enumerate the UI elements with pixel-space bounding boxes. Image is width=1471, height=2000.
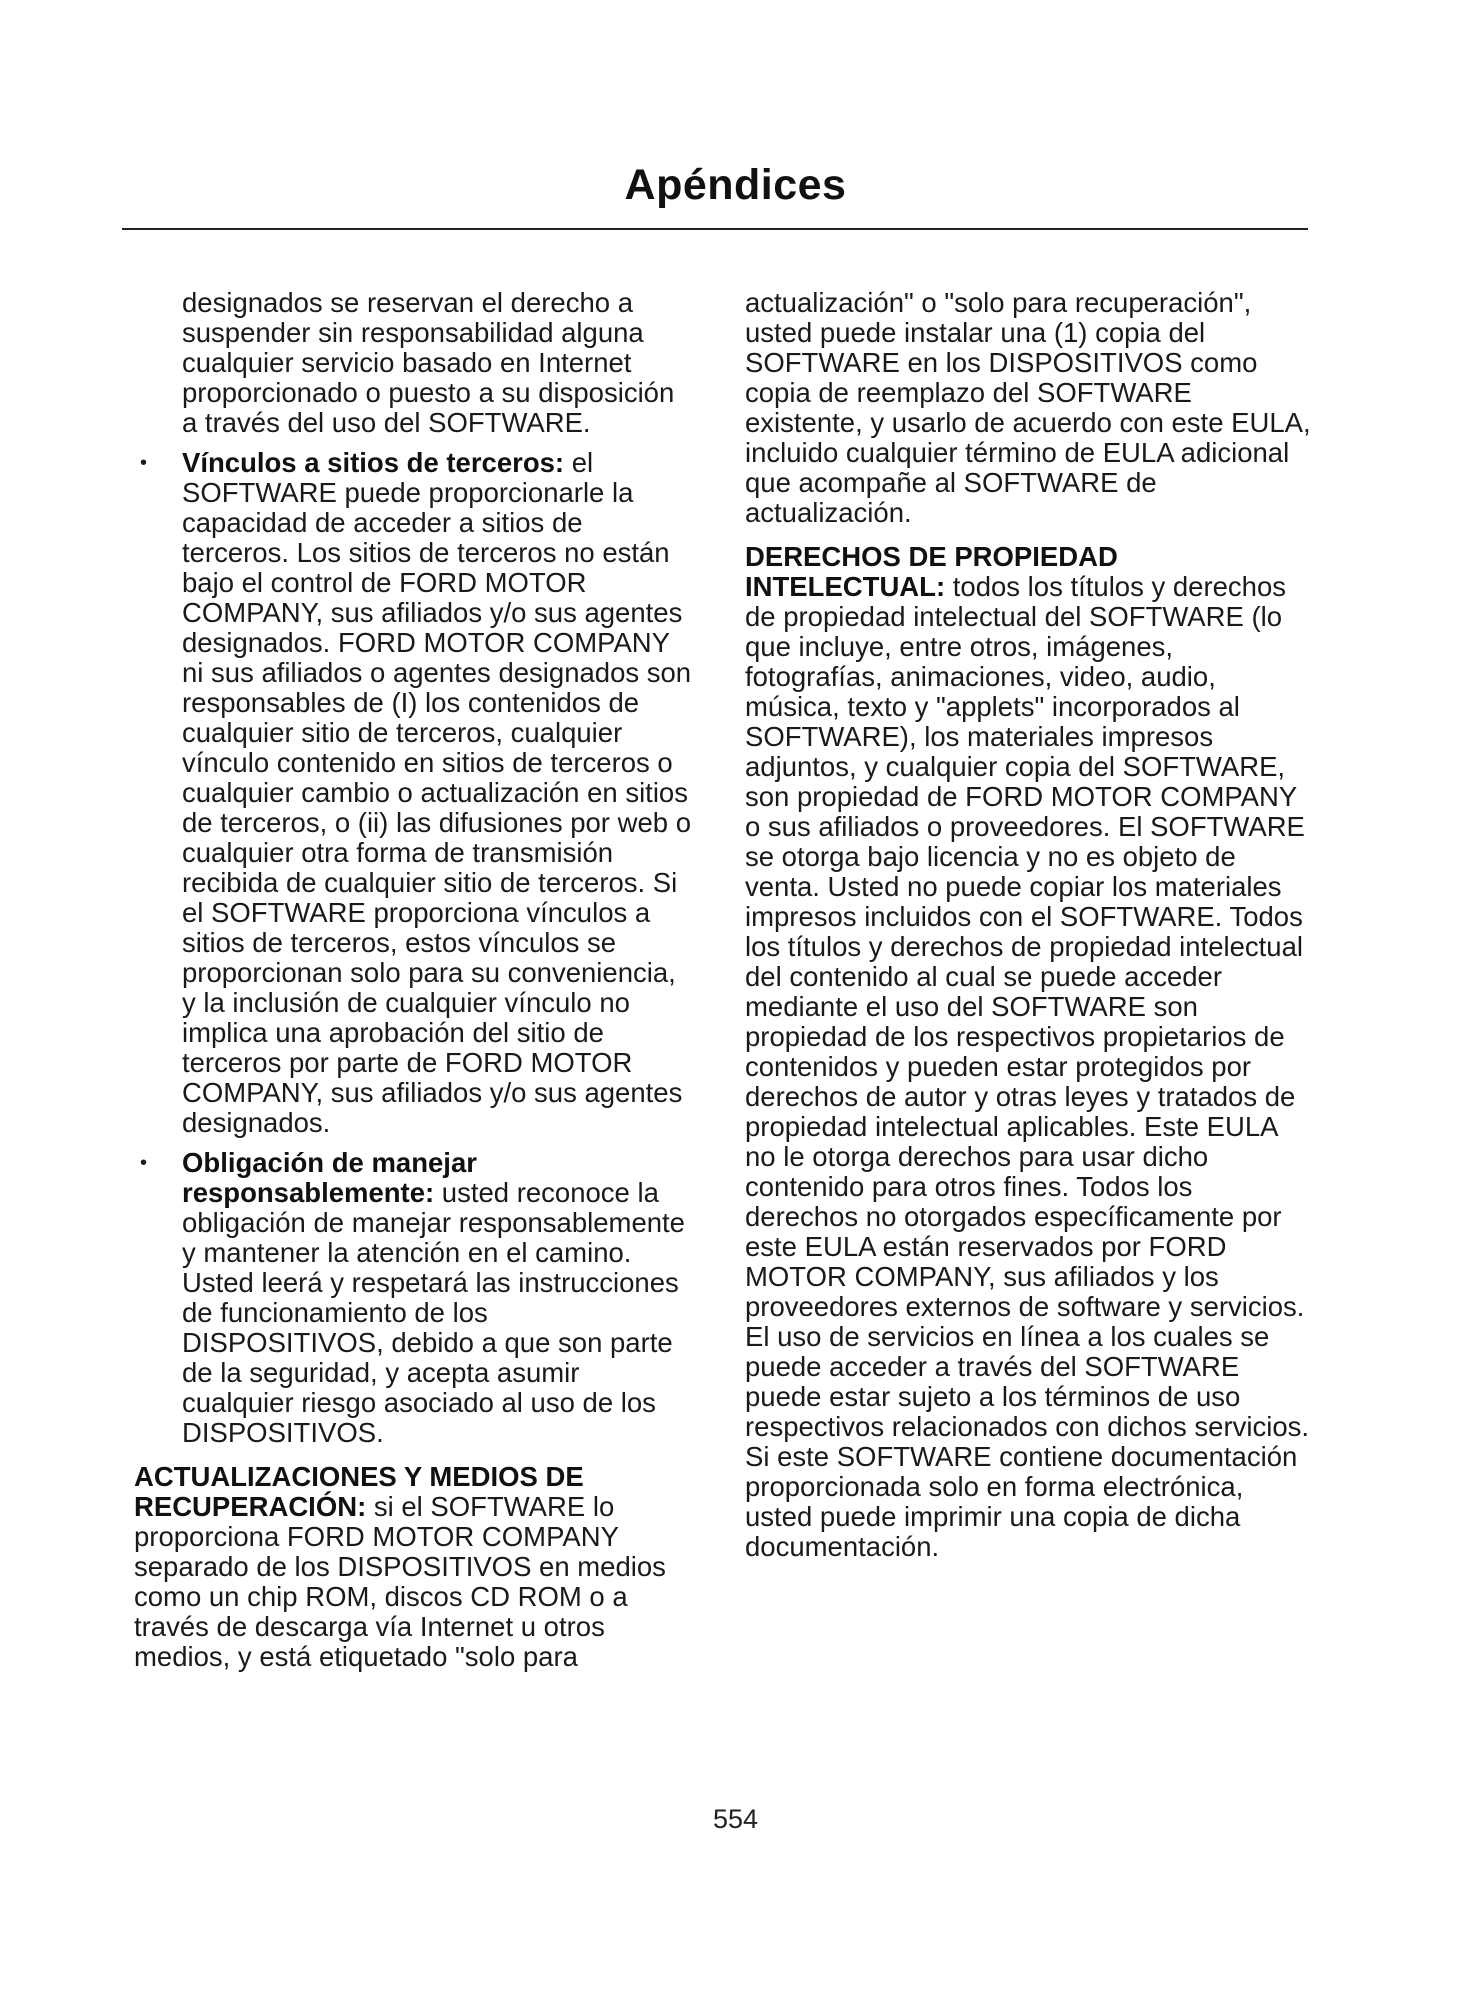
bullet-item-third-party-links [134,448,697,1138]
right-column [745,288,1311,1562]
section-intellectual-property [745,542,1311,1562]
section-updates-recovery [134,1462,697,1672]
continued-paragraph: designados se reservan el derecho a suspender sin responsabilidad alguna cualquier servicio basado en Internet proporcionado o puesto a su disposición a través del uso del SOFTWARE. [182,287,675,438]
bullet-heading: Obligación de manejar responsablemente: [182,1147,477,1208]
section-text: todos los títulos y derechos de propiedad intelectual del SOFTWARE (lo que incluye, entre otros, imágenes, fotografías, animaciones, video, audio, música, texto y "applets" incorporados al SOFTWARE), los materiales impresos adjuntos, y cualquier copia del SOFTWARE, son propiedad de FORD MOTOR COMPANY o sus afiliados o proveedores. El SOFTWARE se otorga bajo licencia y no es objeto de venta. Usted no puede copiar los materiales impresos incluidos con el SOFTWARE. Todos los títulos y derechos de propiedad intelectual del contenido al cual se puede acceder mediante el uso del SOFTWARE son propiedad de los respectivos propietarios de contenidos y pueden estar protegidos por derechos de autor y otras leyes y tratados de propiedad intelectual aplicables. Este EULA no le otorga derechos para usar dicho contenido para otros fines. Todos los derechos no otorgados específicamente por este EULA están reservados por FORD MOTOR COMPANY, sus afiliados y los proveedores externos de software y servicios. El uso de servicios en línea a los cuales se puede acceder a través del SOFTWARE puede estar sujeto a los términos de uso respectivos relacionados con dichos servicios. Si este SOFTWARE contiene documentación proporcionada solo en forma electrónica, usted puede imprimir una copia de dicha documentación. [745,571,1310,1562]
section-heading: ACTUALIZACIONES Y MEDIOS DE RECUPERACIÓN: [134,1461,584,1522]
page-number: 554 [712,1804,759,1834]
bullet-item-responsible-driving [134,1148,697,1448]
section-text: si el SOFTWARE lo proporciona FORD MOTOR COMPANY separado de los DISPOSITIVOS en medios como un chip ROM, discos CD ROM o a través de descarga vía Internet u otros medios, y está etiquetado "solo para [134,1491,666,1672]
continued-paragraph: actualización" o "solo para recuperación", usted puede instalar una (1) copia del SOFTWARE en los DISPOSITIVOS como copia de reemplazo del SOFTWARE existente, y usarlo de acuerdo con este EULA, incluido cualquier término de EULA adicional que acompañe al SOFTWARE de actualización. [745,287,1311,528]
bullet-icon: • [140,452,148,474]
section-heading: DERECHOS DE PROPIEDAD INTELECTUAL: [745,541,1118,602]
left-column [134,288,697,1672]
bullet-icon: • [140,1152,148,1174]
page-title: Apéndices [624,161,847,209]
bullet-text: usted reconoce la obligación de manejar responsablemente y mantener la atención en el camino. Usted leerá y respetará las instrucciones de funcionamiento de los DISPOSITIVOS, debido a que son parte de la seguridad, y acepta asumir cualquier riesgo asociado al uso de los DISPOSITIVOS. [182,1177,685,1448]
bullet-heading: Vínculos a sitios de terceros: [182,447,565,478]
title-divider [122,228,1308,230]
bullet-text: el SOFTWARE puede proporcionarle la capacidad de acceder a sitios de terceros. Los sitios de terceros no están bajo el control de FORD MOTOR COMPANY, sus afiliados y/o sus agentes designados. FORD MOTOR COMPANY ni sus afiliados o agentes designados son responsables de (I) los contenidos de cualquier sitio de terceros, cualquier vínculo contenido en sitios de terceros o cualquier cambio o actualización en sitios de terceros, o (ii) las difusiones por web o cualquier otra forma de transmisión recibida de cualquier sitio de terceros. Si el SOFTWARE proporciona vínculos a sitios de terceros, estos vínculos se proporcionan solo para su conveniencia, y la inclusión de cualquier vínculo no implica una aprobación del sitio de terceros por parte de FORD MOTOR COMPANY, sus afiliados y/o sus agentes designados. [182,447,692,1138]
